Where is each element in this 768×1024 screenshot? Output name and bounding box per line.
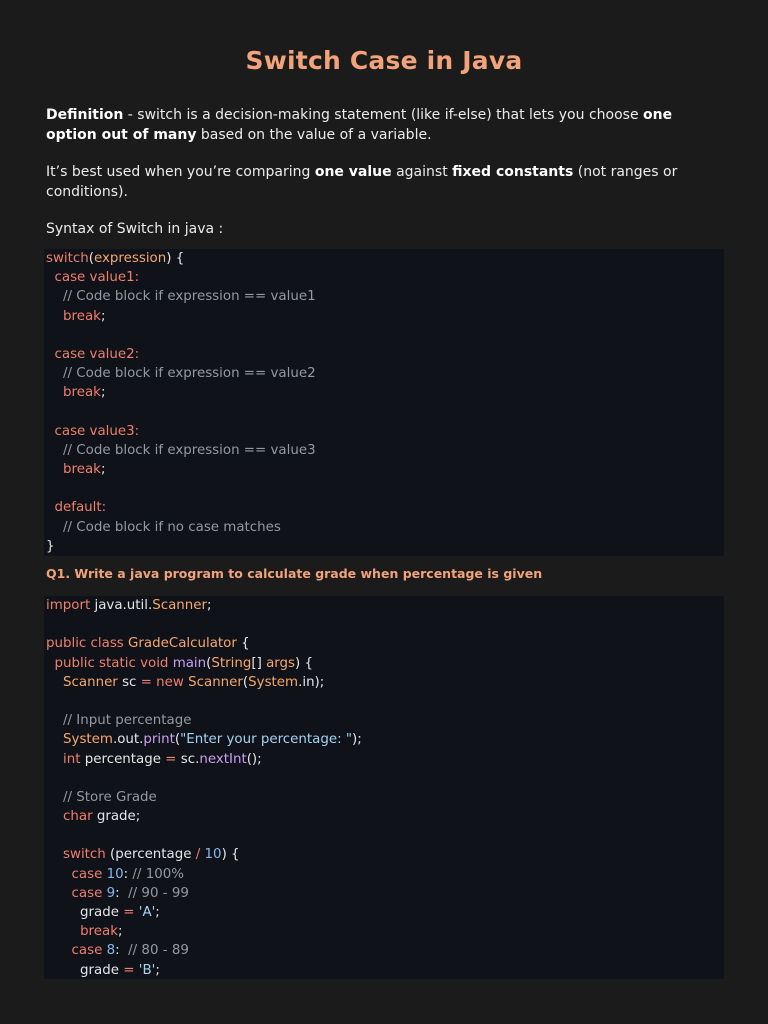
- code-token: ;: [100, 462, 106, 478]
- code-token: [46, 462, 63, 477]
- syntax-label: Syntax of Switch in java :: [46, 221, 224, 237]
- definition-paragraph: [46, 105, 696, 145]
- code-line: [44, 807, 724, 826]
- code-token: [46, 347, 55, 362]
- code-token: );: [352, 732, 362, 748]
- best-used-bold-1: one value: [314, 164, 392, 180]
- code-line: [44, 307, 724, 326]
- code-line: [44, 865, 724, 884]
- code-token: // Code block if expression == value1: [63, 289, 316, 305]
- code-token: print: [143, 732, 175, 748]
- code-token: ;: [155, 962, 160, 978]
- best-used-text-1: It’s best used when you’re comparing: [46, 164, 315, 180]
- code-token: case: [71, 885, 107, 901]
- code-line: [44, 903, 724, 922]
- code-token: ) {: [166, 251, 185, 266]
- code-line: [44, 537, 724, 556]
- code-token: =: [140, 674, 152, 690]
- code-token: [46, 790, 63, 805]
- code-token: 'B': [138, 962, 156, 978]
- syntax-code-block: [44, 249, 724, 556]
- code-token: grade: [46, 905, 124, 920]
- code-token: nextInt: [199, 751, 247, 767]
- code-line: [44, 422, 724, 441]
- code-line: [44, 692, 724, 711]
- code-token: [46, 424, 55, 439]
- code-token: [46, 309, 63, 324]
- code-token: [46, 732, 63, 747]
- code-token: [46, 500, 55, 515]
- code-token: switch: [63, 847, 106, 863]
- code-token: Scanner: [63, 674, 118, 690]
- code-line: [44, 345, 724, 364]
- code-token: =: [123, 905, 135, 920]
- code-token: [46, 713, 63, 728]
- code-token: :: [115, 943, 129, 959]
- code-token: Scanner: [152, 598, 208, 613]
- code-token: [46, 520, 63, 535]
- code-token: [46, 809, 63, 824]
- code-token: :: [115, 885, 129, 901]
- best-used-bold-2: fixed constants: [452, 164, 574, 180]
- code-token: ;: [100, 308, 106, 324]
- code-token: sc.: [176, 751, 200, 767]
- code-token: String: [211, 655, 252, 671]
- code-token: // Code block if expression == value2: [63, 366, 316, 382]
- code-line: [44, 730, 724, 749]
- code-token: break: [63, 308, 101, 324]
- code-token: // 80 - 89: [128, 943, 189, 959]
- code-line: [44, 615, 724, 634]
- code-token: // Store Grade: [63, 789, 157, 805]
- code-token: ;: [117, 924, 123, 940]
- code-token: "Enter your percentage: ": [180, 732, 353, 748]
- code-token: [46, 366, 63, 381]
- code-token: [46, 847, 63, 862]
- code-line: [44, 403, 724, 422]
- code-token: [46, 675, 63, 690]
- code-token: // Code block if no case matches: [63, 519, 281, 535]
- code-token: case value2:: [54, 346, 140, 362]
- code-token: case: [71, 943, 107, 959]
- code-token: 'A': [138, 905, 156, 920]
- code-token: char: [63, 809, 93, 825]
- code-token: ) {: [221, 847, 240, 863]
- code-token: default:: [54, 500, 107, 516]
- definition-text-2: based on the value of a variable.: [196, 127, 432, 143]
- code-token: public class: [46, 636, 129, 652]
- code-token: // 100%: [132, 866, 184, 882]
- code-token: (: [206, 655, 212, 671]
- code-line: [44, 268, 724, 287]
- code-token: 10: [106, 866, 124, 882]
- code-line: [44, 826, 724, 845]
- code-token: :: [123, 866, 133, 882]
- code-line: [44, 922, 724, 941]
- code-token: [46, 656, 55, 671]
- code-token: expression: [93, 251, 167, 266]
- definition-text-1: - switch is a decision-making statement (like if-else) that lets you choose: [123, 107, 644, 123]
- code-line: [44, 460, 724, 479]
- program-code-block: [44, 596, 724, 979]
- code-token: (percentage: [105, 847, 196, 863]
- best-used-paragraph: [46, 162, 696, 202]
- code-line: [44, 634, 724, 653]
- code-token: new: [151, 674, 189, 690]
- code-token: ;: [100, 385, 106, 401]
- code-line: [44, 750, 724, 769]
- code-line: [44, 364, 724, 383]
- code-token: System: [248, 674, 299, 690]
- code-token: main: [172, 655, 207, 671]
- code-token: int: [63, 751, 81, 767]
- code-token: [46, 443, 63, 458]
- code-line: [44, 941, 724, 960]
- code-token: (: [242, 674, 249, 690]
- code-line: [44, 884, 724, 903]
- code-token: (: [88, 251, 94, 266]
- code-token: .in);: [298, 674, 325, 690]
- code-token: Scanner: [188, 674, 243, 690]
- code-token: ;: [207, 598, 212, 613]
- code-token: // Code block if expression == value3: [63, 442, 316, 458]
- code-line: [44, 518, 724, 537]
- definition-bold-1: one option out of many: [46, 107, 673, 143]
- code-token: [46, 886, 72, 901]
- code-line: [44, 441, 724, 460]
- code-token: case: [71, 866, 107, 882]
- code-token: public static void: [54, 655, 173, 671]
- code-token: ();: [246, 751, 262, 767]
- code-token: sc: [117, 674, 141, 690]
- definition-label: Definition: [46, 107, 124, 123]
- code-token: case value3:: [54, 423, 140, 439]
- code-line: [44, 788, 724, 807]
- code-token: switch: [46, 251, 89, 266]
- code-line: [44, 711, 724, 730]
- question-heading: Q1. Write a java program to calculate grade when percentage is given: [46, 566, 543, 581]
- code-token: import: [46, 598, 91, 613]
- code-token: {: [236, 636, 250, 652]
- code-line: [44, 326, 724, 345]
- code-line: [44, 596, 724, 615]
- code-token: percentage: [80, 751, 166, 767]
- code-line: [44, 479, 724, 498]
- code-token: java.util.: [90, 598, 153, 613]
- code-token: ;: [155, 905, 160, 920]
- code-token: =: [165, 751, 177, 767]
- page-title: Switch Case in Java: [245, 46, 523, 75]
- code-token: [46, 867, 72, 882]
- code-token: .out.: [112, 732, 144, 748]
- code-token: System: [63, 732, 113, 748]
- code-token: args: [266, 655, 296, 671]
- code-line: [44, 249, 724, 268]
- code-line: [44, 287, 724, 306]
- code-token: }: [46, 538, 55, 554]
- code-token: case value1:: [54, 270, 140, 286]
- code-token: /: [195, 847, 201, 863]
- code-token: []: [251, 655, 267, 671]
- code-token: // Input percentage: [63, 713, 192, 729]
- best-used-text-3: (not ranges or conditions).: [46, 164, 678, 200]
- code-token: [46, 270, 55, 285]
- code-token: [46, 943, 72, 958]
- code-token: break: [63, 462, 101, 478]
- code-token: break: [63, 385, 101, 401]
- code-token: grade: [46, 962, 124, 978]
- code-line: [44, 383, 724, 402]
- code-token: // 90 - 99: [128, 885, 189, 901]
- code-token: ) {: [295, 655, 314, 671]
- code-line: [44, 673, 724, 692]
- code-token: GradeCalculator: [128, 636, 237, 652]
- best-used-text-2: against: [391, 164, 453, 180]
- code-token: 8: [106, 943, 116, 959]
- code-token: =: [123, 962, 135, 978]
- code-token: (: [174, 732, 181, 748]
- code-token: 9: [106, 885, 116, 901]
- code-token: [46, 924, 80, 939]
- code-token: break: [80, 924, 118, 940]
- code-token: 10: [200, 847, 222, 863]
- code-line: [44, 769, 724, 788]
- code-line: [44, 845, 724, 864]
- code-line: [44, 961, 724, 980]
- code-line: [44, 654, 724, 673]
- code-token: [46, 752, 63, 767]
- code-line: [44, 498, 724, 517]
- code-token: [46, 289, 63, 304]
- code-token: grade;: [92, 809, 141, 825]
- code-token: [46, 385, 63, 400]
